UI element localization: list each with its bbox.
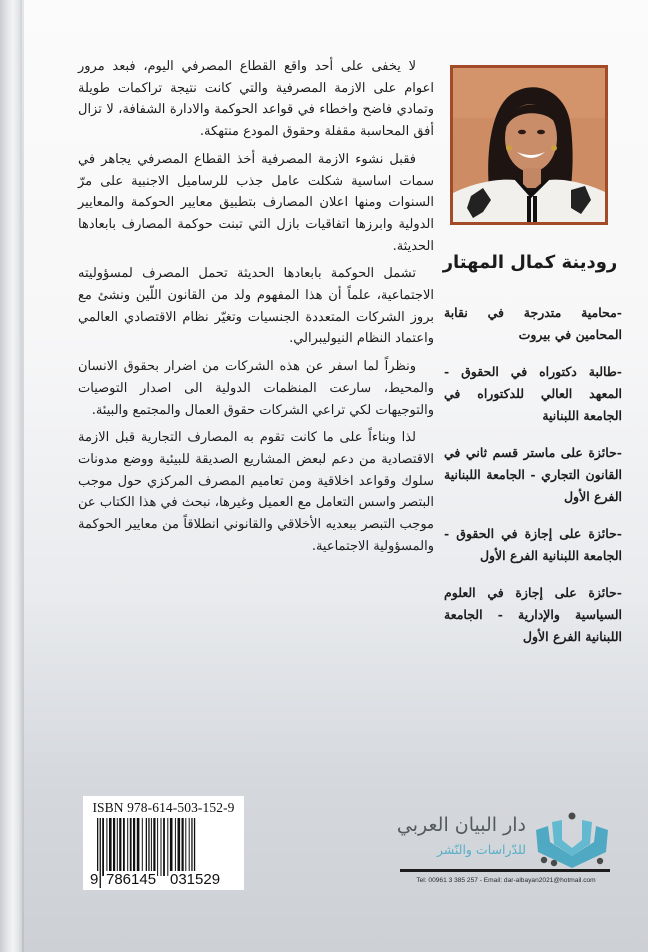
publisher-logo <box>398 812 618 872</box>
barcode-bar <box>178 818 181 876</box>
spine-edge <box>22 0 24 952</box>
barcode-bar <box>182 818 184 876</box>
blurb-paragraph: ونظراً لما اسفر عن هذه الشركات من اضرار بحقوق الانسان والمحيط، سارعت المنظمات الدولية الى اصدار التوصيات والتوجيهات لكي تراعي الشركات حقوق العمال والمجتمع والبيئة. <box>78 359 434 418</box>
barcode-bar <box>109 818 112 876</box>
barcode-bar <box>123 818 125 876</box>
barcode-bar <box>142 818 143 876</box>
barcode-bar <box>151 818 152 876</box>
blurb-paragraph: لا يخفى على أحد واقع القطاع المصرفي اليوم، فبعد مرور اعوام على الازمة المصرفية والتي كانت نتيجة تراكمات طويلة وتمادي فاضح واخطاء في قواعد الحوكمة والادارة الشفافة، لا تزال أفق المحاسبة مقفلة وحقوق المودع منتهكة. <box>78 59 434 140</box>
author-portrait-icon <box>453 68 605 222</box>
bio-item: -حائزة على إجازة في الحقوق - الجامعة اللبنانية الفرع الأول <box>444 526 622 563</box>
barcode-bar <box>137 818 140 876</box>
bio-item: -حائزة على إجازة في العلوم السياسية والإدارية - الجامعة اللبنانية الفرع الأول <box>444 585 622 644</box>
author-bio <box>444 302 622 663</box>
barcode-bar <box>153 818 155 876</box>
isbn-label: ISBN 978-614-503-152-9 <box>92 800 235 815</box>
author-photo <box>450 65 608 225</box>
barcode-digits <box>89 870 238 888</box>
barcode-digit-lead: 9 <box>90 871 99 888</box>
barcode-bar <box>163 818 165 876</box>
publisher-divider <box>400 869 610 872</box>
bio-item: -طالبة دكتوراه في الحقوق - المعهد العالي للدكتوراه في الجامعة اللبنانية <box>444 364 622 423</box>
barcode-bar <box>157 818 158 876</box>
bio-item: -حائزة على ماستر قسم ثاني في القانون التجاري - الجامعة اللبنانية الفرع الأول <box>444 445 622 504</box>
blurb-paragraph: تشمل الحوكمة بابعادها الحديثة تحمل المصرف لمسؤوليته الاجتماعية، علماً أن هذا المفهوم ولد من القانون اللّين ونشئ مع بروز الشركات المتعددة الجنسيات وتغيّر نظام الاقتصادي العالمي واعتماد النظام النيوليبرالي. <box>78 266 434 347</box>
author-name: رودينة كمال المهتار <box>442 252 618 273</box>
barcode-bar <box>113 818 115 876</box>
publisher-name: دار البيان العربي <box>396 814 526 836</box>
barcode-bar <box>130 818 132 876</box>
blurb-text <box>78 56 434 563</box>
barcode-bar <box>127 818 128 876</box>
blurb-paragraph: لذا وبناءاً على ما كانت تقوم به المصارف التجارية قبل الازمة الاقتصادية من دعم لبعض المشاريع الصديقة للبيئية ووضع مدونات سلوك وقواعد اخلاقية ومن تعاميم المصرف المركزي حول موجب البتصر واسس التعامل مع العميل وغيرها، نبحث في هذا الكتاب عن موجب التبصر ببعديه الأخلاقي والقانوني انطلاقاً من معايير الحوكمة والمسؤولية الاجتماعية. <box>78 430 434 554</box>
barcode-bar <box>106 818 107 876</box>
publisher-contact: Tel: 00961 3 385 257 - Email: dar-albayan2021@hotmail.com <box>416 877 596 884</box>
barcode-bar <box>119 818 121 876</box>
barcode-bar <box>117 818 118 876</box>
barcode-bar <box>133 818 135 876</box>
barcode-bar <box>102 818 104 876</box>
barcode-bar <box>161 818 162 876</box>
publisher-subtitle: للدّراسات والنّشر <box>436 842 526 857</box>
barcode-bar <box>167 818 168 876</box>
barcode-bar <box>189 818 190 876</box>
bio-item: -محامية متدرجة في نقابة المحامين في بيروت <box>444 305 622 342</box>
open-book-logo-icon <box>532 812 612 868</box>
barcode-digits-right: 031529 <box>170 871 221 888</box>
barcode-digits-left: 786145 <box>106 871 157 888</box>
barcode-bar <box>185 818 186 876</box>
isbn-barcode <box>83 796 244 890</box>
book-spine <box>0 0 22 952</box>
barcode-bar <box>170 818 173 876</box>
barcode-bar <box>175 818 176 876</box>
blurb-paragraph: فقبل نشوء الازمة المصرفية أخذ القطاع المصرفي يجاهر في سمات اساسية شكلت عامل جذب للرساميل الاجنبية على مرّ السنوات ومنها اعلان المصارف بتطبيق معايير الحوكمة والمعايير الدولية وابرزها اتفاقيات بازل التي تبنت حوكمة المصارف بابعادها الحديثة. <box>78 151 434 254</box>
